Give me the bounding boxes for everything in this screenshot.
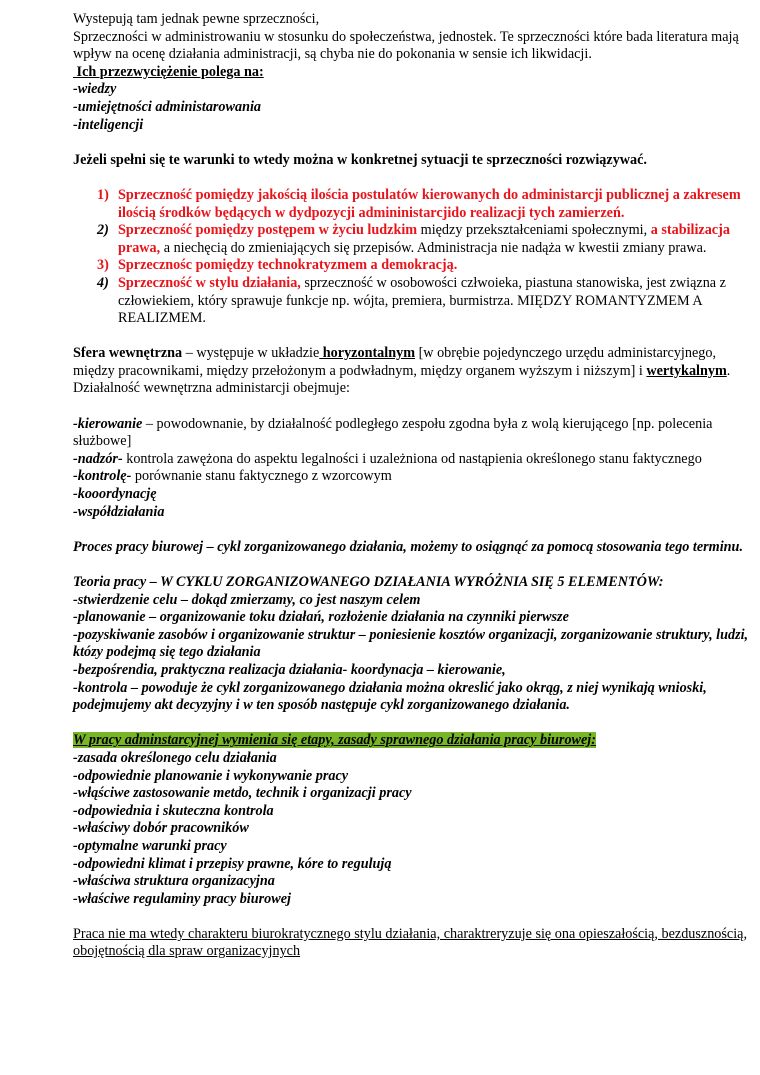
office-process-definition: Proces pracy biurowej – cykl zorganizowanego działania, możemy to osiągnąć za pomocą stosowania tego terminu. [73, 538, 743, 555]
contradiction-text: między przekształceniami społecznymi, [417, 222, 651, 239]
admin-work-heading-line [73, 732, 753, 750]
activity-term: -kontrolę- [73, 468, 132, 485]
work-theory-item: -planowanie – organizowanie toku działań, rozłożenie działania na czynniki pierwsze [73, 609, 569, 626]
activity-item [73, 451, 753, 469]
admin-work-heading: W pracy adminstarcyjnej wymienia się etapy, zasady sprawnego działania pracy biurowej: [73, 732, 596, 749]
activity-item [73, 504, 753, 522]
admin-work-item: -włąściwe zastosowanie metdo, technik i organizacji pracy [73, 785, 412, 802]
contradiction-item [73, 187, 753, 222]
overcome-item: -wiedzy [73, 81, 117, 98]
horizontal-term: horyzontalnym [319, 345, 416, 362]
contradiction-red-text: Sprzeczność pomiędzy jakością ilościa postulatów kierowanych do administarcji publicznej a zakresem ilością środków będących w dydpozycji admininistarcjido realizacji tych zamierzeń. [118, 186, 741, 221]
admin-work-item: -zasada określonego celu działania [73, 749, 277, 766]
admin-work-item: -odpowiednie planowanie i wykonywanie pracy [73, 767, 349, 784]
overcome-heading: Ich przezwyciężenie polega na: [73, 63, 264, 80]
admin-work-item: -właściwe regulaminy pracy biurowej [73, 890, 291, 907]
admin-work-item: -właściwa struktura organizacyjna [73, 873, 275, 890]
closing-paragraph: Praca nie ma wtedy charakteru biurokratycznego stylu działania, charaktreryzuje się ona opieszałością, bezdusznością, obojętnością dla spraw organizacyjnych [73, 925, 748, 960]
contradiction-number: 4) [97, 274, 109, 291]
internal-sphere-paragraph [73, 345, 753, 380]
intro-line-2: Sprzeczności w administrowaniu w stosunku do społeczeństwa, jednostek. Te sprzeczności które bada literatura mają wpływ na ocenę działania administracji, są chyba nie do pokonania w sensie ich likwidacji. [73, 28, 739, 63]
internal-sphere-term: Sfera wewnętrzna [73, 345, 183, 362]
internal-sphere-text: [w obrębie pojedynczego urzędu administarcyjnego, między pracownikami, między przełożonym a podwładnym, między organem wyższym i niższym] i [73, 345, 716, 379]
overcome-item: -umiejętności administarowania [73, 98, 262, 115]
admin-work-item: -optymalne warunki pracy [73, 837, 227, 854]
admin-work-item: -właściwy dobór pracowników [73, 820, 249, 837]
activity-item [73, 486, 753, 504]
contradiction-red-text-2: a stabilizacja prawa, [118, 222, 730, 256]
contradiction-red-text: Sprzecznośc pomiędzy technokratyzmem a demokracją. [118, 257, 458, 274]
contradiction-red-text: Sprzeczność w stylu działania, [118, 274, 301, 291]
contradiction-number: 3) [97, 257, 109, 274]
activity-desc: – powodownanie, by działalność podległego zespołu zgodna była z wolą kierującego [np. polecenia służbowe] [73, 415, 713, 450]
activity-desc: kontrola zawężona do aspektu legalności i uzależniona od nastąpienia określonego stanu faktycznego [122, 450, 702, 467]
activity-intro: Działalność wewnętrzna administarcji obejmuje: [73, 380, 350, 397]
internal-sphere-text: – występuje w układzie [182, 345, 320, 362]
work-theory-item: -bezpośrendia, praktyczna realizacja działania- koordynacja – kierowanie, [73, 661, 506, 678]
activity-item [73, 416, 753, 451]
contradiction-item [73, 222, 753, 257]
contradiction-text: a niechęcią do zmieniających się przepisów. Administracja nie nadąża w kwestii zmiany prawa. [160, 239, 707, 256]
work-theory-item: -kontrola – powoduje że cykl zorganizowanego działania można okreslić jako okrąg, z niej wynikają wnioski, podejmujemy akt decyzyjny i w ten sposób następuje cykl zorganizowanego działania. [73, 679, 707, 714]
activity-item [73, 468, 753, 486]
contradiction-number: 2) [97, 222, 109, 239]
document-page [73, 11, 753, 961]
admin-work-item: -odpowiednia i skuteczna kontrola [73, 802, 274, 819]
contradictions-list [73, 187, 753, 328]
work-theory-heading: Teoria pracy – W CYKLU ZORGANIZOWANEGO DZIAŁANIA WYRÓŻNIA SIĘ 5 ELEMENTÓW: [73, 574, 664, 590]
contradiction-item [73, 257, 753, 275]
internal-sphere-text: . [726, 362, 731, 379]
conditions-sentence: Jeżeli spełni się te warunki to wtedy można w konkretnej sytuacji te sprzeczności rozwiązywać. [73, 151, 647, 168]
contradiction-number: 1) [97, 186, 109, 203]
activity-term: -współdziałania [73, 503, 165, 520]
vertical-term: wertykalnym [646, 362, 727, 379]
intro-line-1: Wystepują tam jednak pewne sprzeczności, [73, 11, 320, 27]
work-theory-item: -stwierdzenie celu – dokąd zmierzamy, co jest naszym celem [73, 591, 421, 608]
activity-desc: porównanie stanu faktycznego z wzorcowym [131, 468, 392, 485]
contradiction-item [73, 275, 753, 328]
admin-work-item: -odpowiedni klimat i przepisy prawne, kóre to regulują [73, 855, 392, 872]
work-theory-item: -pozyskiwanie zasobów i organizowanie struktur – poniesienie kosztów organizacji, zorganizowanie struktury, ludzi, któzy podejmą się tego działania [73, 626, 749, 661]
activity-term: -nadzór- [73, 450, 123, 467]
contradiction-text: sprzeczność w osobowości człwoieka, piastuna stanowiska, jest związna z człowiekiem, który sprawuje funkcje np. wójta, premiera, burmistrza. MIĘDZY ROMANTYZMEM A REALIZMEM. [118, 274, 726, 327]
activity-term: -kierowanie [73, 415, 143, 432]
overcome-item: -inteligencji [73, 116, 144, 133]
contradiction-red-text: Sprzeczność pomiędzy postępem w życiu ludzkim [118, 222, 418, 239]
activity-term: -kooordynację [73, 486, 157, 503]
